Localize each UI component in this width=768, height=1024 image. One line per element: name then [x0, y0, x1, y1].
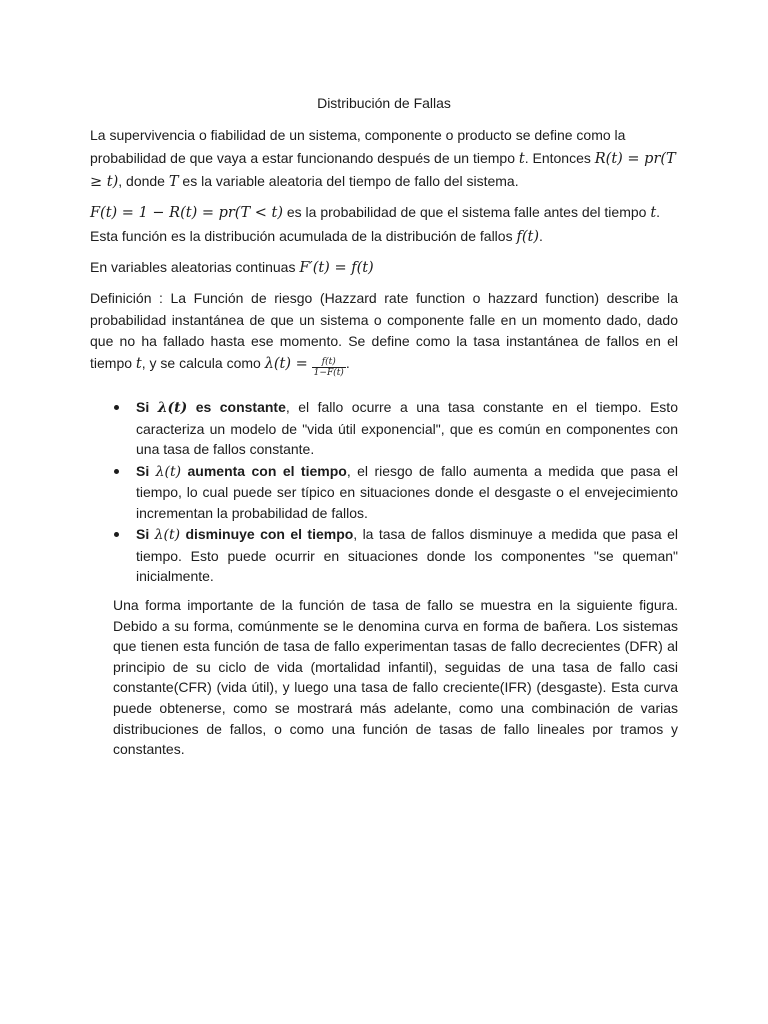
list-item	[136, 524, 678, 587]
paragraph-continuous-variables	[90, 256, 678, 280]
text: , la tasa de fallos disminuye a medida que pasa el tiempo. Esto puede ocurrir en situaciones donde los componentes "se queman" inicialmente.	[136, 526, 678, 584]
math-t: t	[135, 356, 142, 373]
list-item	[136, 397, 678, 460]
math-reliability-formula: R(t) = pr(T ≥ t)	[90, 150, 676, 190]
math-pdf: f(t)	[516, 228, 539, 245]
hazard-cases-list	[136, 397, 678, 587]
fraction-numerator: f(t)	[312, 357, 346, 368]
text: , el riesgo de fallo aumenta a medida que pasa el tiempo, lo cual puede ser típico en situaciones donde el desgaste o el envejecimiento incrementan la probabilidad de fallos.	[136, 462, 678, 521]
text: es la probabilidad de que el sistema falle antes del tiempo	[282, 204, 651, 220]
bold-text: es constante	[187, 399, 286, 415]
math-lambda: λ(t)	[154, 527, 181, 543]
math-t: t	[650, 205, 657, 221]
paragraph-bathtub-curve: Una forma importante de la función de tasa de fallo se muestra en la siguiente figura. Debido a su forma, comúnmente se le denomina curva en forma de bañera. Los sistemas que tienen esta función de tasa de fallo experimentan tasas de fallo decrecientes (DFR) al principio de su ciclo de vida (mortalidad infantil), seguidas de una tasa de fallo casi constante(CFR) (vida útil), y luego una tasa de fallo creciente(IFR) (desgaste). Esta curva puede obtenerse, como se mostrará más adelante, como una combinación de varias distribuciones de fallos, o como una función de tasas de fallo lineales por tramos y constantes.	[113, 597, 678, 758]
fraction	[312, 357, 346, 378]
bullet-icon	[114, 469, 119, 474]
text: Si	[136, 526, 155, 542]
bullet-icon	[114, 405, 119, 410]
paragraph-hazard-definition	[90, 288, 678, 378]
text: . Esta función es la distribución acumulada de la distribución de fallos	[90, 204, 661, 244]
text: Si	[136, 462, 156, 479]
math-derivative-formula: F′(t) = f(t)	[299, 260, 374, 276]
text: Definición : La Función de riesgo (Hazzard rate function o hazzard function) describe la probabilidad instantánea de que un sistema o componente falle en un momento dado, dado que no ha fallado hasta ese momento. Se define como la tasa instantánea de fallos en el tiempo	[90, 290, 678, 372]
text: Si	[136, 399, 158, 415]
text: . Entonces	[524, 149, 595, 166]
fraction-denominator: 1−F(t)	[313, 368, 344, 379]
math-cdf-formula: F(t) = 1 − R(t) = pr(T < t)	[90, 205, 283, 221]
text: .	[538, 227, 543, 244]
text: En variables aleatorias continuas	[90, 259, 300, 275]
paragraph-cdf-definition	[90, 201, 678, 248]
bullet-icon	[114, 532, 119, 537]
paragraph-reliability-definition	[90, 124, 678, 194]
math-lambda: λ(t)	[155, 463, 182, 480]
text: , y se calcula como	[141, 355, 265, 372]
math-T: T	[168, 174, 179, 190]
text: , donde	[118, 173, 169, 189]
bold-text: aumenta con el tiempo	[181, 462, 347, 479]
math-lambda: λ(t)	[157, 400, 188, 416]
page-title: Distribución de Fallas	[317, 95, 451, 111]
math-hazard-formula: λ(t) =	[264, 356, 308, 373]
bold-text: disminuye con el tiempo	[180, 526, 354, 542]
text: , el fallo ocurre a una tasa constante en el tiempo. Esto caracteriza un modelo de "vida útil exponencial", que es común en componentes con una tasa de fallos constante.	[136, 399, 678, 457]
text: La supervivencia o fiabilidad de un sistema, componente o producto se define como la probabilidad de que vaya a estar funcionando después de un tiempo	[90, 127, 626, 166]
list-item	[136, 461, 678, 524]
math-t: t	[518, 150, 525, 167]
text: .	[345, 355, 350, 372]
text: es la variable aleatoria del tiempo de fallo del sistema.	[178, 173, 519, 189]
